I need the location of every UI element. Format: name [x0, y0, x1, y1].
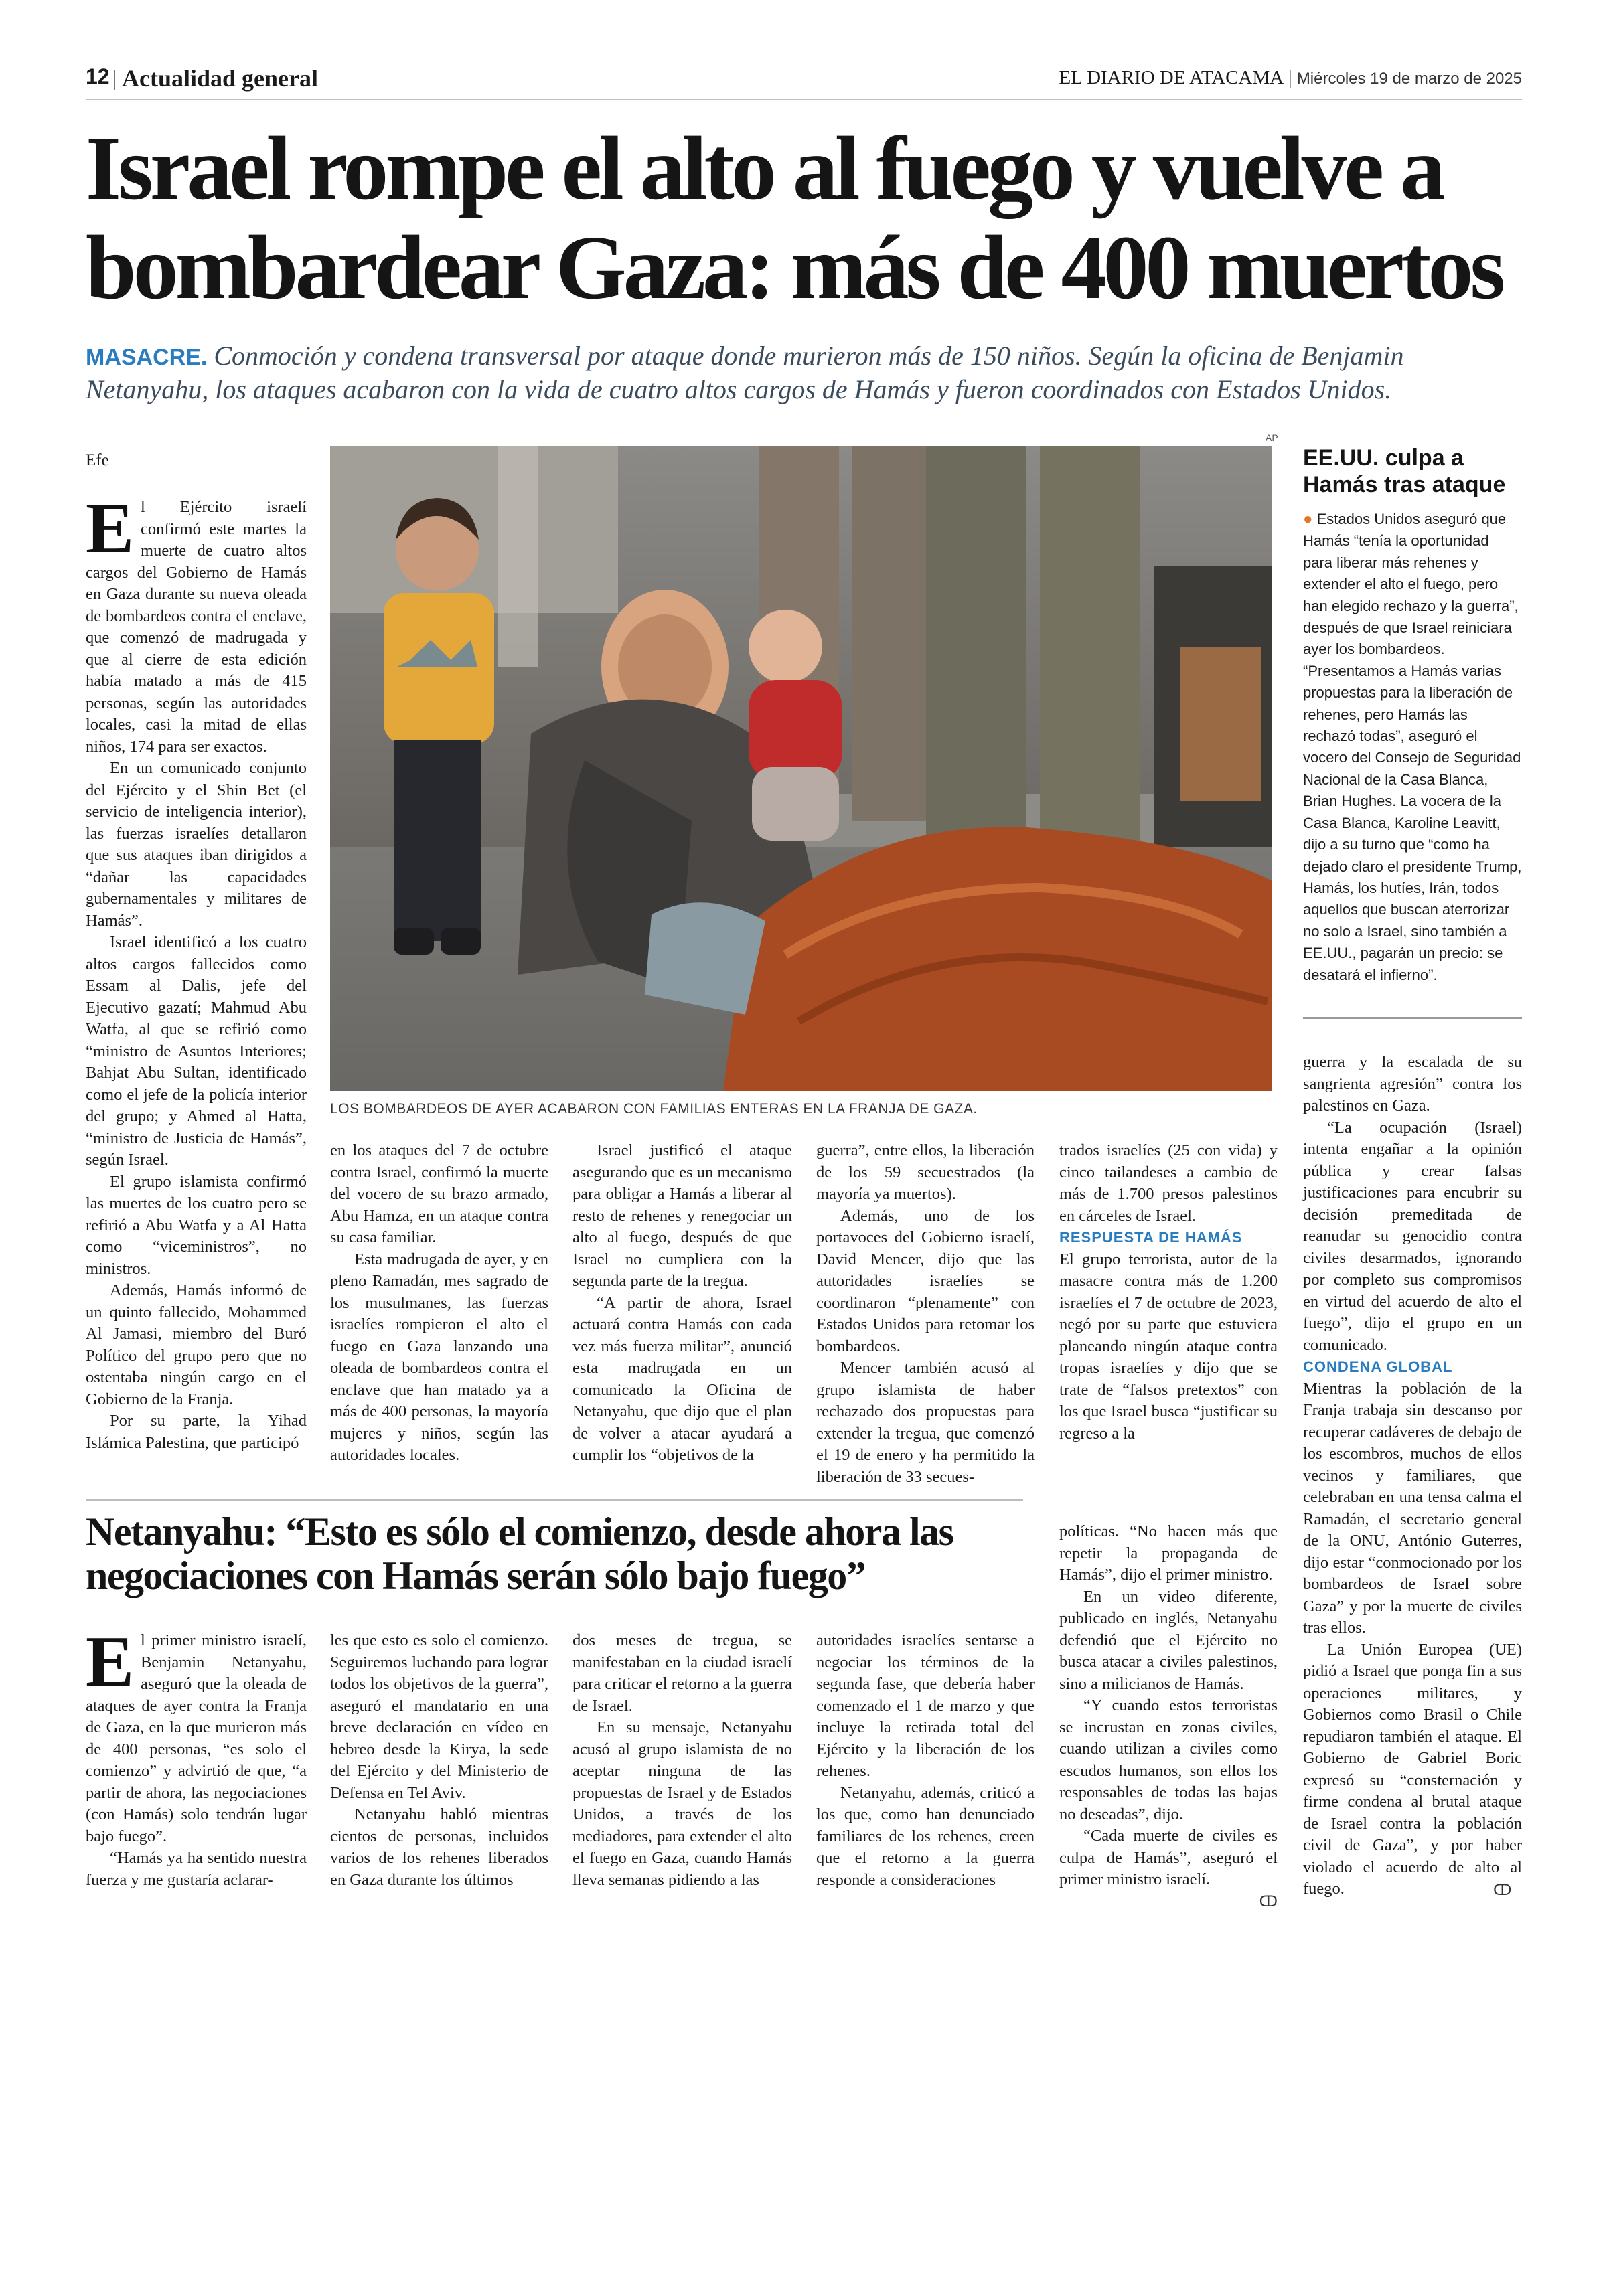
main-headline: Israel rompe el alto al fuego y vuelve a bombardear Gaza: más de 400 muertos — [86, 118, 1503, 318]
story-divider — [86, 1499, 1023, 1501]
publication-name: EL DIARIO DE ATACAMA — [1059, 67, 1284, 88]
paragraph: políticas. “No hacen más que repetir la propaganda de Hamás”, dijo el primer ministro. — [1059, 1522, 1278, 1584]
end-mark-container — [1059, 1891, 1278, 1914]
issue-date: Miércoles 19 de marzo de 2025 — [1296, 70, 1522, 88]
sidebar-title: EE.UU. culpa a Hamás tras ataque — [1303, 445, 1506, 497]
sidebar-text: Estados Unidos aseguró que Hamás “tenía la oportunidad para liberar más rehenes y extender el alto el fuego, pero han elegido rechazo y la guerra”, después de que Israel reiniciara ayer los bombardeos. “Presentamos a Hamás varias propuestas para la liberación de rehenes, pero Hamás las rechazó todas”, aseguró el vocero del Consejo de Seguridad Nacional de la Casa Blanca, Brian Hughes. La vocera de la Casa Blanca, Karoline Leavitt, dijo a su turno que “como ha dejado claro el presidente Trump, Hamás, los hutíes, Irán, todos aquellos que buscan aterrorizar no solo a Israel, sino también a EE.UU., pagarán un precio: se desatará el infierno”. — [1303, 511, 1522, 983]
paragraph: l primer ministro israelí, Benjamin Netanyahu, aseguró que la oleada de ataques de ayer contra la Franja de Gaza, en la que murieron más de 400 personas, “es solo el comienzo” y advirtió de que, “a partir de ahora, las negociaciones (con Hamás) solo tendrán lugar bajo fuego”. — [86, 1631, 307, 1846]
second-story-column-2 — [330, 1630, 548, 1891]
byline: Efe — [86, 451, 109, 469]
paragraph: “A partir de ahora, Israel actuará contra Hamás con cada vez más fuerza militar”, anunció esta madrugada en un comunicado la Oficina de Netanyahu, que dijo que el plan de volver a atacar ayudará a cumplir los “objetivos de la — [572, 1293, 792, 1464]
paragraph: guerra y la escalada de su sangrienta agresión” contra los palestinos en Gaza. — [1303, 1053, 1522, 1115]
end-mark-icon: ↀ — [1493, 1882, 1512, 1899]
photo-credit: AP — [1266, 432, 1278, 443]
second-story-column-5 — [1059, 1521, 1278, 1913]
paragraph: Además, uno de los portavoces del Gobierno israelí, David Mencer, dijo que las autoridades israelíes se coordinaron “plenamente” con Estados Unidos para retomar los bombardeos. — [816, 1206, 1035, 1356]
header-divider: | — [112, 66, 117, 90]
paragraph: Netanyahu, además, criticó a los que, como han denunciado familiares de los rehenes, creen que el retorno a la guerra responde a consideraciones — [816, 1783, 1035, 1889]
header-right: EL DIARIO DE ATACAMA | Miércoles 19 de marzo de 2025 — [1059, 67, 1522, 88]
news-photo — [330, 446, 1272, 1091]
second-story-column-4 — [816, 1630, 1035, 1891]
paragraph: l Ejército israelí confirmó este martes la muerte de cuatro altos cargos del Gobierno de Hamás en Gaza durante su nueva oleada de bombardeos contra el enclave, que comenzó de madrugada y que al cierre de esta edición había matado a más de 415 personas, según las autoridades locales, casi la mitad de ellas niños, 174 para ser exactos. — [86, 498, 307, 756]
paragraph: En su mensaje, Netanyahu acusó al grupo islamista de no aceptar ninguna de las propuestas de Israel y de Estados Unidos, a través de los mediadores, para extender el alto el fuego en Gaza, cuando Hamás lleva semanas pidiendo a las — [572, 1718, 792, 1889]
end-mark-icon: ↀ — [1259, 1893, 1278, 1910]
page-header — [86, 64, 1522, 100]
paragraph: “Y cuando estos terroristas se incrustan en zonas civiles, cuando utilizan a civiles como escudos humanos, son ellos los responsables de todas las bajas no deseadas”, dijo. — [1059, 1696, 1278, 1823]
deck-text: Conmoción y condena transversal por ataque donde murieron más de 150 niños. Según la oficina de Benjamin Netanyahu, los ataques acabaron con la vida de cuatro altos cargos de Hamás y fueron coordinados con Estados Unidos. — [86, 341, 1404, 404]
paragraph: Además, Hamás informó de un quinto fallecido, Mohammed Al Jamasi, miembro del Buró Político del grupo pero que no ostentaba ningún cargo en el Gobierno de la Franja. — [86, 1281, 307, 1408]
sidebar-box — [1303, 444, 1522, 986]
second-story-column-1 — [86, 1622, 307, 1891]
main-story-column-1 — [86, 489, 307, 1454]
subhead-condena: CONDENA GLOBAL — [1303, 1358, 1453, 1375]
paragraph: Mientras la población de la Franja trabaja sin descanso por recuperar cadáveres de debajo de los escombros, muchos de ellos vecinos y familiares, que celebraban en una tensa calma el Ramadán, el secretario general de la ONU, António Guterres, dijo estar “conmocionado por los bombardeos de Israel sobre Gaza” y por la muerte de civiles tras ellos. — [1303, 1379, 1522, 1637]
section-name: Actualidad general — [122, 65, 318, 92]
page-number: 12 — [86, 64, 110, 88]
paragraph: Netanyahu habló mientras cientos de personas, incluidos varios de los rehenes liberados en Gaza durante los últimos — [330, 1805, 548, 1889]
paragraph: Esta madrugada de ayer, y en pleno Ramadán, mes sagrado de los musulmanes, las fuerzas israelíes rompieron el alto el fuego en Gaza lanzando una oleada de bombardeos contra el enclave que han matado ya a más de 400 personas, la mayoría mujeres y niños, según las autoridades locales. — [330, 1250, 548, 1464]
paragraph: En un video diferente, publicado en inglés, Netanyahu defendió que el Ejército no busca atacar a civiles palestinos, sino a milicianos de Hamás. — [1059, 1587, 1278, 1693]
paragraph: Israel identificó a los cuatro altos cargos fallecidos como Essam al Dalis, jefe del Ejecutivo gazatí; Mahmud Abu Watfa, al que se refirió como “ministro de Asuntos Interiores; Bahjat Abu Sultan, identificado como el jefe de la policía interior del grupo; y Ahmed al Hatta, “ministro de Justicia de Hamás”, según Israel. — [86, 933, 307, 1169]
paragraph: Mencer también acusó al grupo islamista de haber rechazado dos propuestas para extender la tregua, que comenzó el 19 de enero y ha permitido la liberación de 33 secues- — [816, 1359, 1035, 1486]
deck-kicker: MASACRE. — [86, 345, 208, 370]
drop-cap: E — [86, 1622, 135, 1702]
paragraph: “Hamás ya ha sentido nuestra fuerza y me gustaría aclarar- — [86, 1849, 307, 1889]
paragraph: “La ocupación (Israel) intenta engañar a la opinión pública y crear falsas justificaciones para encubrir su decisión premeditada de reanudar su genocidio contra civiles desarmados, ignorando por completo sus compromisos en virtud del acuerdo de alto el fuego”, dijo el grupo en un comunicado. — [1303, 1118, 1522, 1354]
paragraph: guerra”, entre ellos, la liberación de los 59 secuestrados (la mayoría ya muertos). — [816, 1141, 1035, 1203]
paragraph: En un comunicado conjunto del Ejército y el Shin Bet (el servicio de inteligencia interior), las fuerzas israelíes detallaron que sus ataques iban dirigidos a “dañar las capacidades gubernamentales y militares de Hamás”. — [86, 759, 307, 930]
paragraph: Israel justificó el ataque asegurando que es un mecanismo para obligar a Hamás a liberar al resto de rehenes y renegociar un alto al fuego, después de que Israel no cumpliera con la segunda parte de la tregua. — [572, 1141, 792, 1290]
paragraph: El grupo terrorista, autor de la masacre contra más de 1.200 israelíes el 7 de octubre de 2023, negó por su parte que estuviera planeando ningún ataque contra tropas israelíes y dijo que se trate de “falsos pretextos” con los que Israel busca “justificar su regreso a la — [1059, 1250, 1278, 1443]
second-story-column-3 — [572, 1630, 792, 1891]
subhead-respuesta: RESPUESTA DE HAMÁS — [1059, 1229, 1243, 1246]
main-story-column-4 — [816, 1140, 1035, 1488]
main-story-column-3 — [572, 1140, 792, 1467]
photo-illustration — [330, 446, 1272, 1091]
sidebar-divider — [1303, 1017, 1522, 1019]
paragraph: La Unión Europea (UE) pidió a Israel que ponga fin a sus operaciones militares, y Gobiernos como Brasil o Chile repudiaron también el ataque. El Gobierno de Gabriel Boric expresó su “consternación y firme condena al brutal ataque de Israel contra la población civil de Gaza”, y por haber violado el acuerdo de alto al fuego. — [1303, 1640, 1522, 1898]
main-story-column-2 — [330, 1140, 548, 1467]
right-column — [1303, 1052, 1522, 1900]
deck — [86, 340, 1525, 406]
paragraph: les que esto es solo el comienzo. Seguiremos luchando para lograr todos los objetivos de la guerra”, aseguró el mandatario en una breve declaración en vídeo en hebreo desde la Kirya, la sede del Ejército y del Ministerio de Defensa en Tel Aviv. — [330, 1631, 548, 1802]
drop-cap: E — [86, 489, 135, 568]
orange-bullet-icon: ● — [1303, 510, 1313, 528]
paragraph: El grupo islamista confirmó las muertes de los cuatro pero se refirió a Abu Watfa y a Al Hatta como “viceministros”, no ministros. — [86, 1172, 307, 1278]
paragraph: dos meses de tregua, se manifestaban en la ciudad israelí para criticar el retorno a la guerra de Israel. — [572, 1631, 792, 1715]
paragraph: trados israelíes (25 con vida) y cinco tailandeses a cambio de más de 1.700 presos palestinos en cárceles de Israel. — [1059, 1141, 1278, 1225]
main-story-column-5 — [1059, 1140, 1278, 1445]
end-mark-container — [1493, 1882, 1511, 1899]
paragraph: en los ataques del 7 de octubre contra Israel, confirmó la muerte del vocero de su brazo armado, Abu Hamza, en un ataque contra su casa familiar. — [330, 1141, 548, 1246]
secondary-headline: Netanyahu: “Esto es sólo el comienzo, desde ahora las negociaciones con Hamás serán sólo bajo fuego” — [86, 1509, 953, 1598]
paragraph: “Cada muerte de civiles es culpa de Hamás”, aseguró el primer ministro israelí. — [1059, 1827, 1278, 1888]
paragraph: Por su parte, la Yihad Islámica Palestina, que participó — [86, 1412, 307, 1452]
photo-caption: LOS BOMBARDEOS DE AYER ACABARON CON FAMILIAS ENTERAS EN LA FRANJA DE GAZA. — [330, 1101, 978, 1117]
sidebar-text-block — [1303, 509, 1522, 986]
paragraph: autoridades israelíes sentarse a negociar los términos de la segunda fase, que debería haber comenzado el 1 de marzo y que incluye la retirada total del Ejército y la liberación de los rehenes. — [816, 1631, 1035, 1780]
